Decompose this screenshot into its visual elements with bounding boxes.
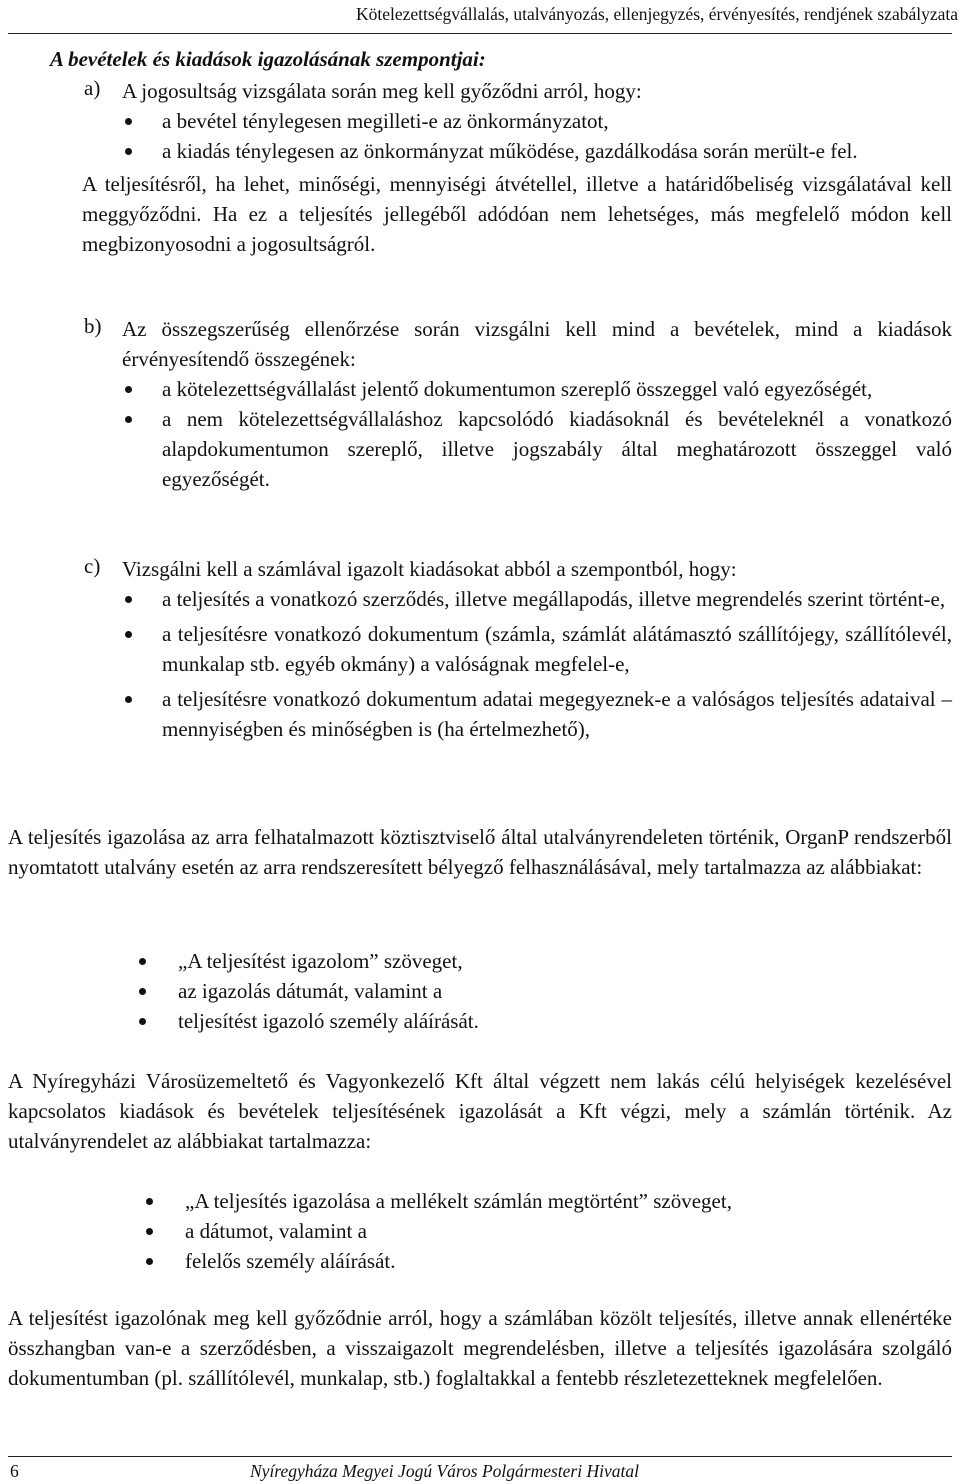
section-c-label: c): [84, 554, 101, 578]
section-b-intro: Az összegszerűség ellenőrzése során vizsgálni kell mind a bevételek, mind a kiadások érvényesítendő összegének:: [122, 317, 952, 371]
bullet-icon: [125, 416, 132, 423]
paragraph-2-block: [8, 1066, 952, 1156]
section-a-intro: A jogosultság vizsgálata során meg kell győződni arról, hogy:: [122, 79, 642, 103]
list-item: az igazolás dátumát, valamint a: [139, 976, 939, 1006]
section-a-bullets: [125, 106, 952, 166]
section-c-bullets: [125, 584, 952, 744]
footer-institution: Nyíregyháza Megyei Jogú Város Polgármesteri Hivatal: [250, 1461, 639, 1481]
footer-divider: [8, 1456, 952, 1457]
list-item: „A teljesítést igazolom” szöveget,: [139, 946, 939, 976]
bullet-icon: [125, 696, 132, 703]
bullet-icon: [139, 1018, 146, 1025]
bullet-icon: [146, 1228, 153, 1235]
section-c-intro: Vizsgálni kell a számlával igazolt kiadásokat abból a szempontból, hogy:: [122, 557, 737, 581]
list-item: a teljesítés a vonatkozó szerződés, illetve megállapodás, illetve megrendelés szerint történt-e,: [125, 584, 952, 614]
list-item: a kiadás ténylegesen az önkormányzat működése, gazdálkodása során merült-e fel.: [125, 136, 952, 166]
list-item: a bevétel ténylegesen megilleti-e az önkormányzatot,: [125, 106, 952, 136]
paragraph-2: A Nyíregyházi Városüzemeltető és Vagyonkezelő Kft által végzett nem lakás célú helyiségek kezelésével kapcsolatos kiadások és bevételek teljesítésének igazolását a Kft végzi, mely a számlán történik. Az utalványrendelet az alábbiakat tartalmazza:: [8, 1069, 952, 1153]
bullet-icon: [139, 988, 146, 995]
list-item: a kötelezettségvállalást jelentő dokumentumon szereplő összeggel való egyezőségét,: [125, 374, 952, 404]
header-divider: [8, 33, 952, 34]
bullet-icon: [146, 1198, 153, 1205]
bullet-icon: [125, 631, 132, 638]
list-item: a nem kötelezettségvállaláshoz kapcsolódó kiadásoknál és bevételeknél a vonatkozó alapdokumentumon szereplő, illetve jogszabály által meghatározott összeggel való egyezőségét.: [125, 404, 952, 494]
list-item: felelős személy aláírását.: [146, 1246, 946, 1276]
section-b-label: b): [84, 314, 102, 338]
section-b-bullets: [125, 374, 952, 494]
list-item: a teljesítésre vonatkozó dokumentum (számla, számlát alátámasztó szállítójegy, szállítólevél, munkalap stb. egyéb okmány) a valóságnak megfelel-e,: [125, 619, 952, 679]
section-c: [84, 554, 952, 744]
page-number: 6: [10, 1461, 19, 1481]
paragraph-3: A teljesítést igazolónak meg kell győződnie arról, hogy a számlában közölt teljesítés, illetve annak ellenértéke összhangban van-e a szerződésben, a visszaigazolt megrendelésben, illetve a teljesítés igazolására szolgáló dokumentumban (pl. szállítólevél, munkalap, stb.) foglaltakkal a fentebb részletezetteknek megfelelően.: [8, 1306, 952, 1390]
bullet-icon: [125, 118, 132, 125]
section-a: [82, 76, 952, 259]
list-item: teljesítést igazoló személy aláírását.: [139, 1006, 939, 1036]
bullet-icon: [125, 148, 132, 155]
bullet-icon: [125, 386, 132, 393]
paragraph-1: A teljesítés igazolása az arra felhatalmazott köztisztviselő által utalványrendeleten történik, OrganP rendszerből nyomtatott utalvány esetén az arra rendszeresített bélyegző felhasználásával, mely tartalmazza az alábbiakat:: [8, 825, 952, 879]
section-a-label: a): [84, 76, 101, 100]
list-item: a teljesítésre vonatkozó dokumentum adatai megegyeznek-e a valóságos teljesítés adataival – mennyiségben és minőségben is (ha értelmezhető),: [125, 684, 952, 744]
section-b: [84, 314, 952, 494]
section-a-paragraph: A teljesítésről, ha lehet, minőségi, mennyiségi átvétellel, illetve a határidőbeliség vizsgálatával kell meggyőződni. Ha ez a teljesítés jellegéből adódóan nem lehetséges, más megfelelő módon kell megbizonyosodni a jogosultságról.: [82, 172, 952, 256]
bullet-icon: [139, 958, 146, 965]
list-item: a dátumot, valamint a: [146, 1216, 946, 1246]
bullet-icon: [125, 596, 132, 603]
bullet-icon: [146, 1258, 153, 1265]
paragraph-3-block: [8, 1303, 952, 1393]
paragraph-1-block: [8, 822, 952, 882]
list-1: [139, 946, 939, 1036]
list-item: „A teljesítés igazolása a mellékelt számlán megtörtént” szöveget,: [146, 1186, 946, 1216]
list-2: [146, 1186, 946, 1276]
running-header: Kötelezettségvállalás, utalványozás, ellenjegyzés, érvényesítés, rendjének szabályzata: [355, 4, 958, 24]
section-title: A bevételek és kiadások igazolásának szempontjai:: [50, 47, 486, 71]
